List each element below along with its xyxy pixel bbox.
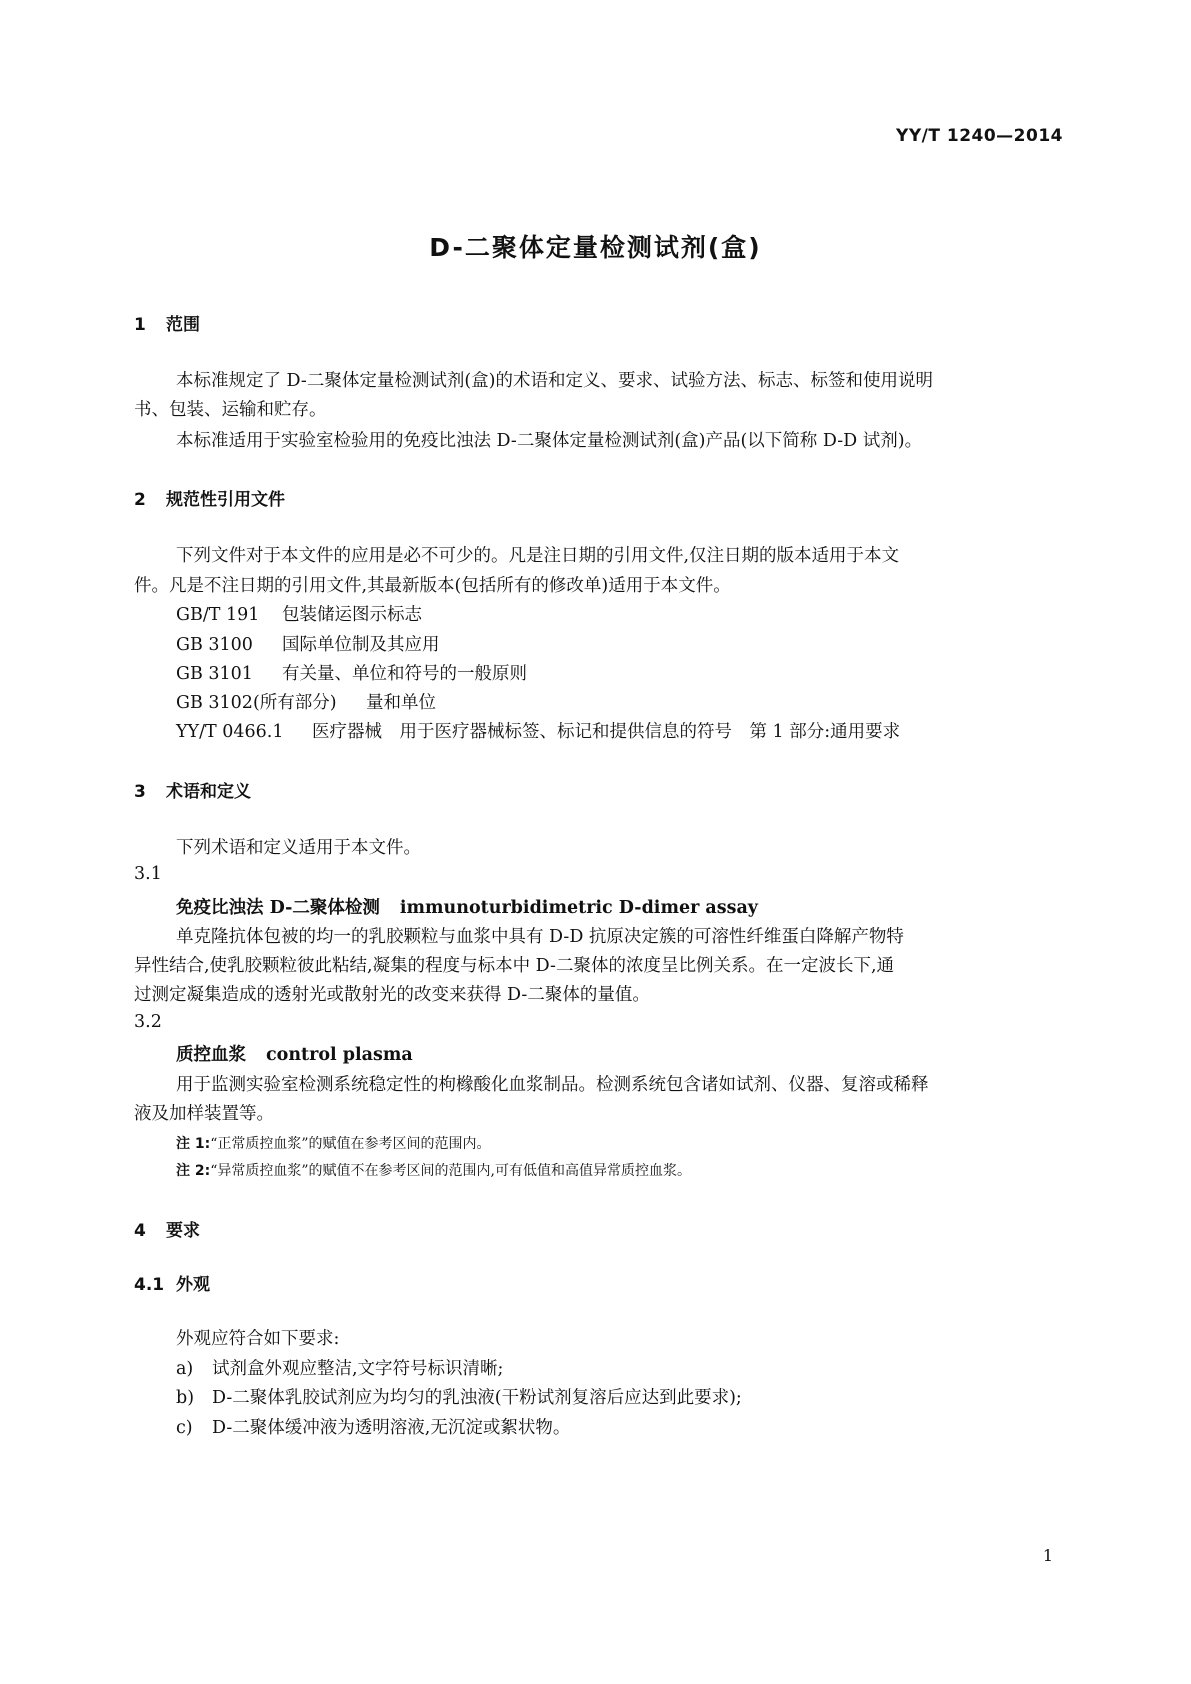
reference-item — [176, 631, 440, 656]
note-text: “异常质控血浆”的赋值不在参考区间的范围内,可有低值和高值异常质控血浆。 — [210, 1163, 691, 1179]
list-item — [176, 1355, 503, 1380]
section-number: 1 — [134, 315, 146, 335]
section-title: 范围 — [166, 315, 200, 335]
reference-name: 包装储运图示标志 — [282, 605, 422, 625]
section-3-heading — [134, 777, 251, 802]
section-1-paragraph-2: 本标准适用于实验室检验用的免疫比浊法 D-二聚体定量检测试剂(盒)产品(以下简称 D-D 试剂)。 — [176, 431, 923, 451]
term-en: immunoturbidimetric D-dimer assay — [399, 898, 758, 918]
document-title: D-二聚体定量检测试剂(盒) — [429, 233, 762, 262]
reference-code: GB 3102(所有部分) — [176, 693, 337, 713]
note-label: 注 1: — [176, 1136, 211, 1152]
reference-name: 医疗器械 用于医疗器械标签、标记和提供信息的符号 第 1 部分:通用要求 — [312, 722, 901, 742]
reference-item — [176, 601, 422, 626]
section-2-paragraph-line-2: 件。凡是不注日期的引用文件,其最新版本(包括所有的修改单)适用于本文件。 — [134, 576, 731, 596]
term-definition-line-2: 异性结合,使乳胶颗粒彼此粘结,凝集的程度与标本中 D-二聚体的浓度呈比例关系。在一定波长下,通 — [134, 956, 895, 976]
list-item — [176, 1384, 742, 1409]
reference-item — [176, 689, 436, 714]
note-2 — [176, 1160, 691, 1180]
reference-code: YY/T 0466.1 — [176, 722, 284, 742]
term-definition-line-1: 单克隆抗体包被的均一的乳胶颗粒与血浆中具有 D-D 抗原决定簇的可溶性纤维蛋白降解产物特 — [176, 927, 904, 947]
reference-code: GB 3101 — [176, 664, 253, 684]
term-heading — [176, 894, 758, 919]
section-title: 规范性引用文件 — [166, 490, 285, 510]
subsection-number: 4.1 — [134, 1275, 165, 1295]
section-title: 要求 — [166, 1221, 200, 1241]
term-zh: 免疫比浊法 D-二聚体检测 — [176, 898, 380, 918]
term-number: 3.1 — [134, 864, 162, 884]
list-label: c) — [176, 1418, 193, 1438]
section-2-heading — [134, 485, 285, 510]
section-4-heading — [134, 1216, 200, 1241]
reference-name: 国际单位制及其应用 — [282, 635, 440, 655]
subsection-4-1-heading — [134, 1270, 210, 1295]
reference-item — [176, 660, 527, 685]
term-zh: 质控血浆 — [176, 1045, 246, 1065]
note-label: 注 2: — [176, 1163, 211, 1179]
reference-code: GB 3100 — [176, 635, 253, 655]
subsection-title: 外观 — [176, 1275, 210, 1295]
page-number: 1 — [1042, 1546, 1053, 1565]
term-definition-line-3: 过测定凝集造成的透射光或散射光的改变来获得 D-二聚体的量值。 — [134, 985, 650, 1005]
section-1-paragraph-1-line-1: 本标准规定了 D-二聚体定量检测试剂(盒)的术语和定义、要求、试验方法、标志、标签和使用说明 — [176, 371, 933, 391]
note-1 — [176, 1133, 491, 1153]
list-label: a) — [176, 1359, 194, 1379]
section-number: 4 — [134, 1221, 146, 1241]
section-number: 3 — [134, 782, 146, 802]
reference-name: 量和单位 — [366, 693, 436, 713]
list-text: 试剂盒外观应整洁,文字符号标识清晰; — [212, 1359, 504, 1379]
section-1-paragraph-1-line-2: 书、包装、运输和贮存。 — [134, 400, 327, 420]
term-definition-line-2: 液及加样装置等。 — [134, 1104, 274, 1124]
note-text: “正常质控血浆”的赋值在参考区间的范围内。 — [210, 1136, 491, 1152]
list-label: b) — [176, 1388, 195, 1408]
reference-item — [176, 718, 900, 743]
section-title: 术语和定义 — [166, 782, 251, 802]
standard-number: YY/T 1240—2014 — [896, 126, 1063, 146]
term-en: control plasma — [266, 1045, 413, 1065]
reference-code: GB/T 191 — [176, 605, 260, 625]
list-item — [176, 1414, 570, 1439]
reference-name: 有关量、单位和符号的一般原则 — [282, 664, 527, 684]
term-number: 3.2 — [134, 1012, 162, 1032]
list-text: D-二聚体缓冲液为透明溶液,无沉淀或絮状物。 — [212, 1418, 571, 1438]
term-heading — [176, 1041, 413, 1066]
section-1-heading — [134, 310, 200, 335]
section-4-intro: 外观应符合如下要求: — [176, 1329, 340, 1349]
list-text: D-二聚体乳胶试剂应为均匀的乳浊液(干粉试剂复溶后应达到此要求); — [212, 1388, 742, 1408]
section-number: 2 — [134, 490, 146, 510]
section-2-paragraph-line-1: 下列文件对于本文件的应用是必不可少的。凡是注日期的引用文件,仅注日期的版本适用于本文 — [176, 546, 900, 566]
term-definition-line-1: 用于监测实验室检测系统稳定性的枸橼酸化血浆制品。检测系统包含诸如试剂、仪器、复溶或稀释 — [176, 1075, 929, 1095]
section-3-intro: 下列术语和定义适用于本文件。 — [176, 838, 421, 858]
